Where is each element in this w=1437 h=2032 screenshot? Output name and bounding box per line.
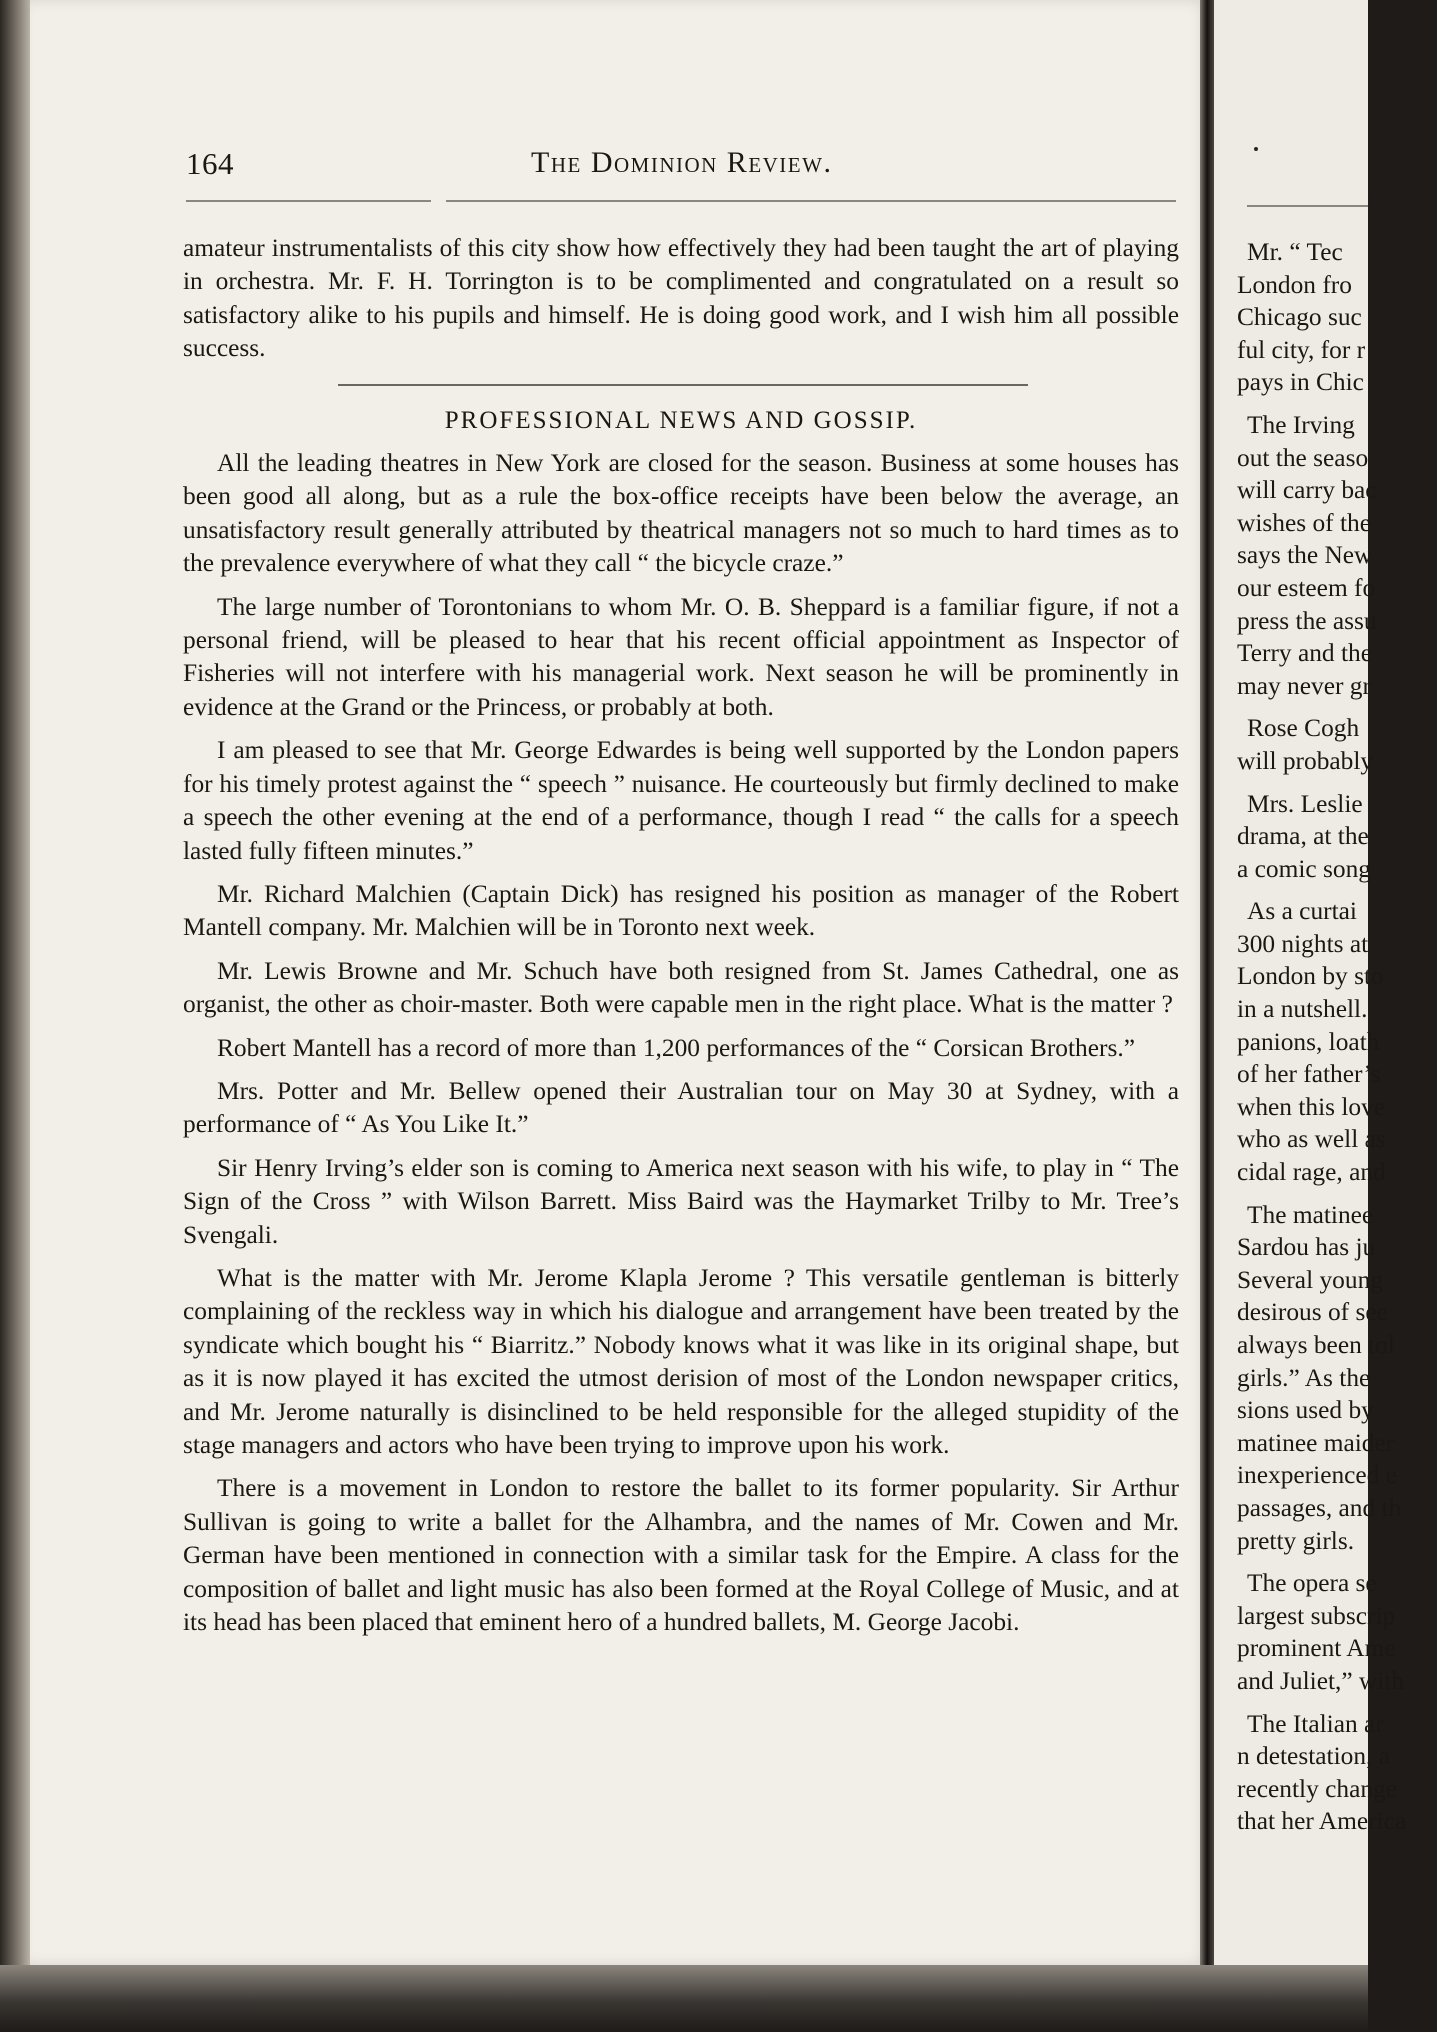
right-page-line: press the assu	[1237, 606, 1377, 635]
right-page-line: girls.” As the	[1237, 1363, 1371, 1392]
scan-bottom-edge	[0, 1965, 1368, 2032]
right-page-line: passages, and th	[1237, 1493, 1402, 1522]
right-page-line: Chicago suc	[1237, 303, 1362, 332]
right-page-line: Several young	[1237, 1265, 1383, 1294]
right-page-line: The Irving	[1247, 410, 1355, 439]
running-header	[186, 146, 1176, 186]
paragraph: What is the matter with Mr. Jerome Klapla Jerome ? This versatile gentleman is bitterly complaining of the reckless way in which his dialogue and arrangement have been treated by the syndicate which bought his “ Biarritz.” Nobody knows what it was like in its original shape, but as it is now played it has excited the utmost derision of most of the London newspaper critics, and Mr. Jerome naturally is disinclined to be held responsible for the alleged stupidity of the stage managers and actors who have been trying to improve upon his work.	[183, 1263, 1179, 1459]
right-page-line: that her America	[1237, 1807, 1407, 1836]
right-page-line: ful city, for r	[1237, 335, 1366, 364]
page-number: 164	[186, 146, 234, 181]
book-gutter	[1200, 0, 1214, 2032]
paragraph: I am pleased to see that Mr. George Edwardes is being well supported by the London papers for his timely protest against the “ speech ” nuisance. He courteously but firmly declined to make a speech the other evening at the end of a performance, though I read “ the calls for a speech lasted fully fifteen minutes.”	[183, 736, 1179, 865]
right-page-line: a comic song	[1237, 854, 1371, 883]
right-page-line: Terry and the	[1237, 639, 1372, 668]
right-page-gap	[1237, 1557, 1437, 1567]
right-page-line: of her father’s	[1237, 1060, 1381, 1089]
header-rule-left	[186, 200, 431, 202]
right-page-mark	[1254, 147, 1258, 151]
header-rule-right	[446, 200, 1176, 202]
right-page-line: panions, loath	[1237, 1027, 1380, 1056]
right-page-line: Mrs. Leslie	[1247, 789, 1363, 818]
right-page-gap	[1237, 778, 1437, 788]
right-page-line: London by sto	[1237, 962, 1384, 991]
right-page-line: who as well as	[1237, 1125, 1386, 1154]
book-binding-left	[0, 0, 30, 2032]
right-page-line: Sardou has ju	[1237, 1233, 1376, 1262]
right-page-line: pretty girls.	[1237, 1526, 1355, 1555]
right-page-line: out the seaso	[1237, 443, 1369, 472]
paragraph: Mr. Lewis Browne and Mr. Schuch have both resigned from St. James Cathedral, one as organist, the other as choir-master. Both were capable men in the right place. What is the matter ?	[183, 956, 1179, 1019]
right-page-line: says the New	[1237, 541, 1373, 570]
right-page-line: As a curtai	[1247, 897, 1357, 926]
running-title: The Dominion Review.	[531, 146, 833, 179]
section-title: PROFESSIONAL NEWS AND GOSSIP.	[444, 406, 918, 434]
right-page-line: our esteem fo	[1237, 573, 1376, 602]
right-page-line: n detestation, a	[1237, 1742, 1391, 1771]
right-page-gap	[1237, 1189, 1437, 1199]
right-page-line: drama, at the	[1237, 822, 1369, 851]
right-page-line: 300 nights at	[1237, 929, 1369, 958]
right-page-line: will carry bac	[1237, 476, 1377, 505]
right-page-line: wishes of the	[1237, 508, 1371, 537]
right-page-line: recently change	[1237, 1774, 1398, 1803]
right-page-header-rule	[1247, 205, 1368, 207]
right-page-line: will probably	[1237, 746, 1374, 775]
right-page-line: pays in Chic	[1237, 368, 1364, 397]
article-body	[183, 232, 1179, 1639]
right-page-line: desirous of see	[1237, 1298, 1388, 1327]
right-page-line: always been tol	[1237, 1331, 1395, 1359]
paragraph: Sir Henry Irving’s elder son is coming to America next season with his wife, to play in “ The Sign of the Cross ” with Wilson Barrett. Miss Baird was the Haymarket Trilby to Mr. Tree’s Svengali.	[183, 1153, 1179, 1249]
section-divider	[338, 384, 1028, 386]
paragraph: The large number of Torontonians to whom Mr. O. B. Sheppard is a familiar figure, if not a personal friend, will be pleased to hear that his recent official appointment as Inspector of Fisheries will not interfere with his managerial work. Next season he will be prominently in evidence at the Grand or the Princess, or probably at both.	[183, 592, 1179, 721]
right-page-line: Rose Cogh	[1247, 714, 1360, 743]
right-page-line: Mr. “ Tec	[1247, 238, 1343, 266]
right-page-line: when this love	[1237, 1092, 1386, 1121]
right-page-line: inexperienced e	[1237, 1461, 1398, 1490]
right-page-line: The opera se	[1247, 1569, 1377, 1598]
right-page-line: cidal rage, and	[1237, 1158, 1386, 1187]
right-page-line: largest subscrip	[1237, 1601, 1396, 1630]
right-page-gap	[1237, 399, 1437, 409]
paragraph: There is a movement in London to restore the ballet to its former popularity. Sir Arthur Sullivan is going to write a ballet for the Alhambra, and the names of Mr. Cowen and Mr. German have been mentioned in connection with a similar task for the Empire. A class for the composition of ballet and light music has also been formed at the Royal College of Music, and at its head has been placed that eminent hero of a hundred ballets, M. George Jacobi.	[183, 1474, 1179, 1637]
right-page-gap	[1237, 1698, 1437, 1708]
right-page-line: may never gr	[1237, 671, 1371, 700]
paragraph: All the leading theatres in New York are closed for the season. Business at some houses has been good all along, but as a rule the box-office receipts have been below the average, an unsatisfactory result generally attributed by theatrical managers not so much to hard times as to the prevalence everywhere of what they call “ the bicycle craze.”	[183, 449, 1179, 578]
paragraph: Mrs. Potter and Mr. Bellew opened their Australian tour on May 30 at Sydney, with a performance of “ As You Like It.”	[183, 1076, 1179, 1139]
right-page-line: The matinee	[1247, 1200, 1374, 1229]
right-page-line: in a nutshell.	[1237, 995, 1368, 1024]
right-page-line: sions used by	[1237, 1396, 1374, 1425]
right-page-gap	[1237, 702, 1437, 712]
right-page-gap	[1237, 885, 1437, 895]
paragraph: Mr. Richard Malchien (Captain Dick) has resigned his position as manager of the Robert Mantell company. Mr. Malchien will be in Toronto next week.	[183, 879, 1179, 942]
right-page-line: matinee maider	[1237, 1428, 1395, 1457]
opening-paragraph: amateur instrumentalists of this city show how effectively they had been taught the art of playing in orchestra. Mr. F. H. Torrington is to be complimented and congratulated on a result so satisfactory alike to his pupils and himself. He is doing good work, and I wish him all possible success.	[183, 234, 1179, 363]
right-page-line: London fro	[1237, 270, 1352, 299]
right-page-line: prominent Ame	[1237, 1634, 1396, 1663]
right-page-text	[1237, 236, 1437, 1838]
right-page-line: The Italian ar	[1247, 1709, 1384, 1738]
right-page-line: and Juliet,” with	[1237, 1666, 1405, 1695]
paragraph: Robert Mantell has a record of more than 1,200 performances of the “ Corsican Brothers.”	[217, 1033, 1135, 1062]
